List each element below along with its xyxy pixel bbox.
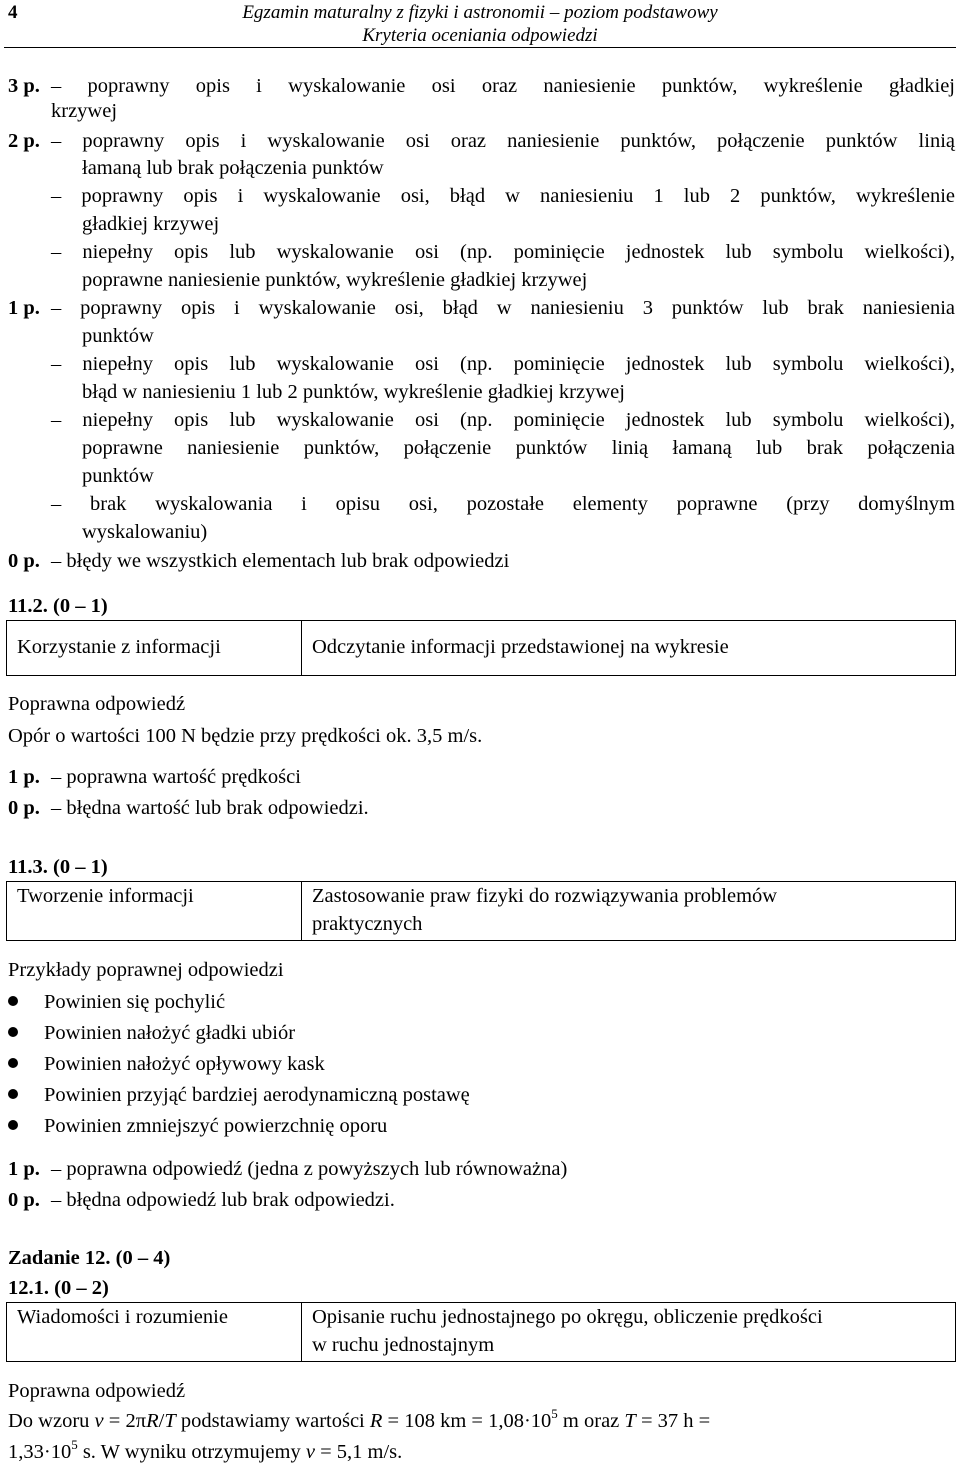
header-subtitle: Kryteria oceniania odpowiedzi bbox=[362, 25, 598, 46]
score-1p-d-line2: wyskalowaniu) bbox=[82, 521, 208, 543]
task-12-1-answer-heading: Poprawna odpowiedź bbox=[8, 1380, 186, 1402]
task-11-2-1p-label: 1 p. bbox=[8, 766, 40, 788]
bullet-icon bbox=[8, 1120, 18, 1130]
example-item: Powinien nałożyć opływowy kask bbox=[8, 1052, 325, 1076]
task-12-1-table-col1: Wiadomości i rozumienie bbox=[7, 1303, 302, 1362]
task-11-3-examples-heading: Przykłady poprawnej odpowiedzi bbox=[8, 959, 284, 981]
score-1p-label: 1 p. bbox=[8, 297, 40, 319]
score-2p-c-line1: – niepełny opis lub wyskalowanie osi (np. pominięcie jednostek lub symbolu wielkości), bbox=[51, 241, 955, 263]
score-1p-b-line1: – niepełny opis lub wyskalowanie osi (np. pominięcie jednostek lub symbolu wielkości), bbox=[51, 353, 955, 375]
score-2p-a-line1: – poprawny opis i wyskalowanie osi oraz naniesienie punktów, połączenie punktów linią bbox=[51, 130, 955, 152]
score-0p-label: 0 p. bbox=[8, 550, 40, 572]
score-2p-label: 2 p. bbox=[8, 130, 40, 152]
score-2p-a-line2: łamaną lub brak połączenia punktów bbox=[82, 157, 384, 179]
header-divider bbox=[4, 47, 956, 48]
formula-line2: $1,33\cdot 10^5$ s. W wyniku otrzymujemy v = 5,1 m/s. bbox=[8, 1437, 403, 1463]
score-3p-label: 3 p. bbox=[8, 75, 40, 97]
header-title: Egzamin maturalny z fizyki i astronomii – poziom podstawowy bbox=[242, 2, 718, 23]
score-2p-c-line2: poprawne naniesienie punktów, wykreślenie gładkiej krzywej bbox=[82, 269, 588, 291]
task-11-3-table-col2-line2: praktycznych bbox=[312, 913, 423, 935]
task-11-3-table bbox=[6, 881, 956, 941]
task-11-3-table-col2-line1: Zastosowanie praw fizyki do rozwiązywania problemów bbox=[312, 885, 778, 907]
score-3p-line2: krzywej bbox=[51, 100, 118, 122]
formula-line1: Do wzoru v = 2πR/T podstawiamy wartości R = 108 km = $1,08\cdot 10^5$ m oraz T = 37 h = bbox=[8, 1406, 711, 1432]
task-11-2-0p-text: – błędna wartość lub brak odpowiedzi. bbox=[51, 797, 369, 819]
bullet-icon bbox=[8, 996, 18, 1006]
task-11-3-table-col2 bbox=[302, 882, 956, 941]
task-12-1-table-col2 bbox=[302, 1303, 956, 1362]
task-12-1-heading: 12.1. (0 – 2) bbox=[8, 1277, 109, 1299]
bullet-icon bbox=[8, 1027, 18, 1037]
task-11-3-0p-label: 0 p. bbox=[8, 1189, 40, 1211]
task-11-3-1p-text: – poprawna odpowiedź (jedna z powyższych lub równoważna) bbox=[51, 1158, 568, 1180]
example-item: Powinien przyjąć bardziej aerodynamiczną postawę bbox=[8, 1083, 470, 1107]
score-1p-b-line2: błąd w naniesieniu 1 lub 2 punktów, wykreślenie gładkiej krzywej bbox=[82, 381, 625, 403]
score-1p-a-line1: – poprawny opis i wyskalowanie osi, błąd w naniesieniu 3 punktów lub brak naniesienia bbox=[51, 297, 955, 319]
score-0p-text: – błędy we wszystkich elementach lub brak odpowiedzi bbox=[51, 550, 510, 572]
example-item: Powinien nałożyć gładki ubiór bbox=[8, 1021, 295, 1045]
score-3p-line1: – poprawny opis i wyskalowanie osi oraz naniesienie punktów, wykreślenie gładkiej bbox=[51, 75, 955, 97]
task-11-2-0p-label: 0 p. bbox=[8, 797, 40, 819]
task-12-heading: Zadanie 12. (0 – 4) bbox=[8, 1247, 171, 1269]
bullet-icon bbox=[8, 1058, 18, 1068]
task-11-3-heading: 11.3. (0 – 1) bbox=[8, 856, 108, 878]
score-2p-b-line2: gładkiej krzywej bbox=[82, 213, 220, 235]
task-11-2-table-col2: Odczytanie informacji przedstawionej na wykresie bbox=[302, 621, 956, 676]
task-11-2-1p-text: – poprawna wartość prędkości bbox=[51, 766, 301, 788]
task-11-3-0p-text: – błędna odpowiedź lub brak odpowiedzi. bbox=[51, 1189, 395, 1211]
task-12-1-table bbox=[6, 1302, 956, 1362]
task-11-3-table-col1: Tworzenie informacji bbox=[7, 882, 302, 941]
task-11-2-heading: 11.2. (0 – 1) bbox=[8, 595, 108, 617]
example-item: Powinien się pochylić bbox=[8, 990, 225, 1014]
task-11-2-answer-text: Opór o wartości 100 N będzie przy prędkości ok. 3,5 m/s. bbox=[8, 725, 483, 747]
task-12-1-table-col2-line1: Opisanie ruchu jednostajnego po okręgu, obliczenie prędkości bbox=[312, 1306, 823, 1328]
score-2p-b-line1: – poprawny opis i wyskalowanie osi, błąd w naniesieniu 1 lub 2 punktów, wykreślenie bbox=[51, 185, 955, 207]
bullet-icon bbox=[8, 1089, 18, 1099]
score-1p-c-line3: punktów bbox=[82, 465, 154, 487]
score-1p-c-line2: poprawne naniesienie punktów, połączenie punktów linią łamaną lub brak połączenia bbox=[82, 437, 955, 459]
task-11-2-answer-heading: Poprawna odpowiedź bbox=[8, 693, 186, 715]
task-12-1-table-col2-line2: w ruchu jednostajnym bbox=[312, 1334, 495, 1356]
task-11-3-1p-label: 1 p. bbox=[8, 1158, 40, 1180]
score-1p-d-line1: – brak wyskalowania i opisu osi, pozostałe elementy poprawne (przy domyślnym bbox=[51, 493, 955, 515]
task-11-2-table-col1: Korzystanie z informacji bbox=[7, 621, 302, 676]
example-item: Powinien zmniejszyć powierzchnię oporu bbox=[8, 1114, 387, 1138]
task-11-2-table bbox=[6, 620, 956, 676]
page-number: 4 bbox=[8, 2, 18, 23]
score-1p-a-line2: punktów bbox=[82, 325, 154, 347]
score-1p-c-line1: – niepełny opis lub wyskalowanie osi (np. pominięcie jednostek lub symbolu wielkości), bbox=[51, 409, 955, 431]
